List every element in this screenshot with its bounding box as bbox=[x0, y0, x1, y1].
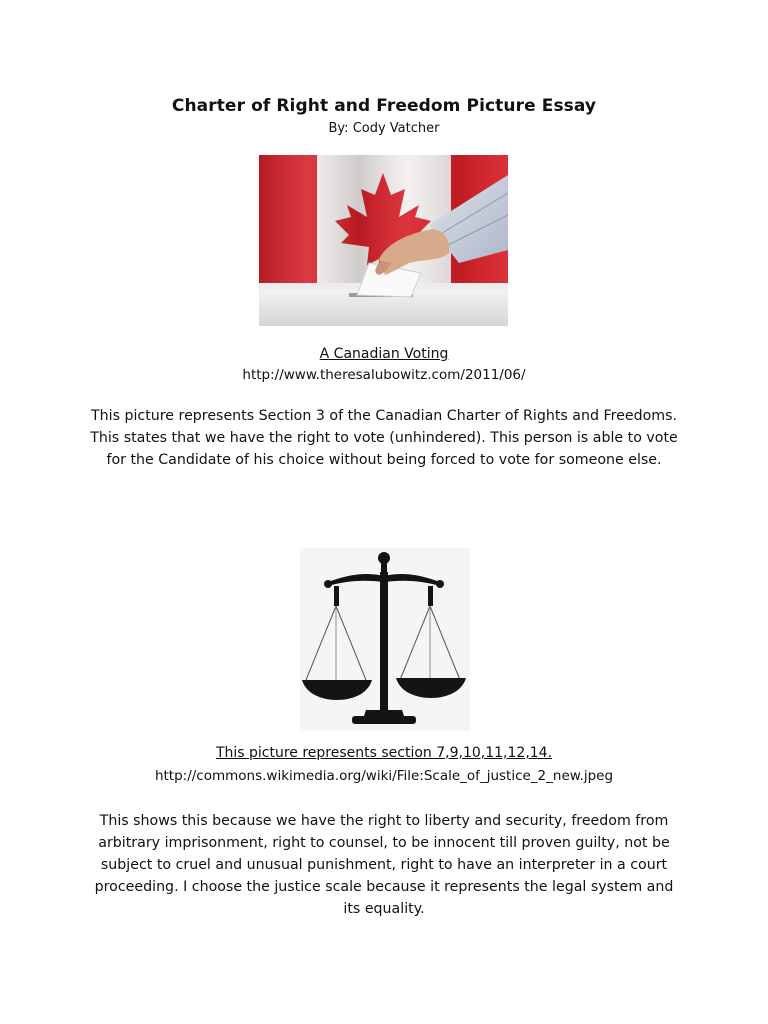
paragraph-justice: This shows this because we have the right to liberty and security, freedom from arbitrary imprisonment, right to counsel, to be innocent till proven guilty, not be subject to cruel and unusual punishment, right to have an interpreter in a court proceeding. I choose the justice scale because it represents the legal system and its equality. bbox=[94, 813, 674, 917]
justice-scale-photo bbox=[300, 548, 470, 731]
scales-of-justice-icon bbox=[300, 548, 470, 731]
voting-photo bbox=[259, 155, 508, 326]
source-url-voting: http://www.theresalubowitz.com/2011/06/ bbox=[242, 367, 526, 383]
image-caption-justice: This picture represents section 7,9,10,11,12,14. bbox=[215, 745, 553, 761]
author-byline: By: Cody Vatcher bbox=[328, 121, 440, 136]
flag-ballot-icon bbox=[259, 155, 508, 326]
source-url-justice: http://commons.wikimedia.org/wiki/File:Scale_of_justice_2_new.jpeg bbox=[154, 768, 614, 784]
image-caption-voting: A Canadian Voting bbox=[319, 346, 449, 362]
page-title: Charter of Right and Freedom Picture Essay bbox=[171, 96, 597, 116]
paragraph-voting: This picture represents Section 3 of the Canadian Charter of Rights and Freedoms. This states that we have the right to vote (unhindered). This person is able to vote for the Candidate of his choice without being forced to vote for someone else. bbox=[90, 408, 678, 468]
